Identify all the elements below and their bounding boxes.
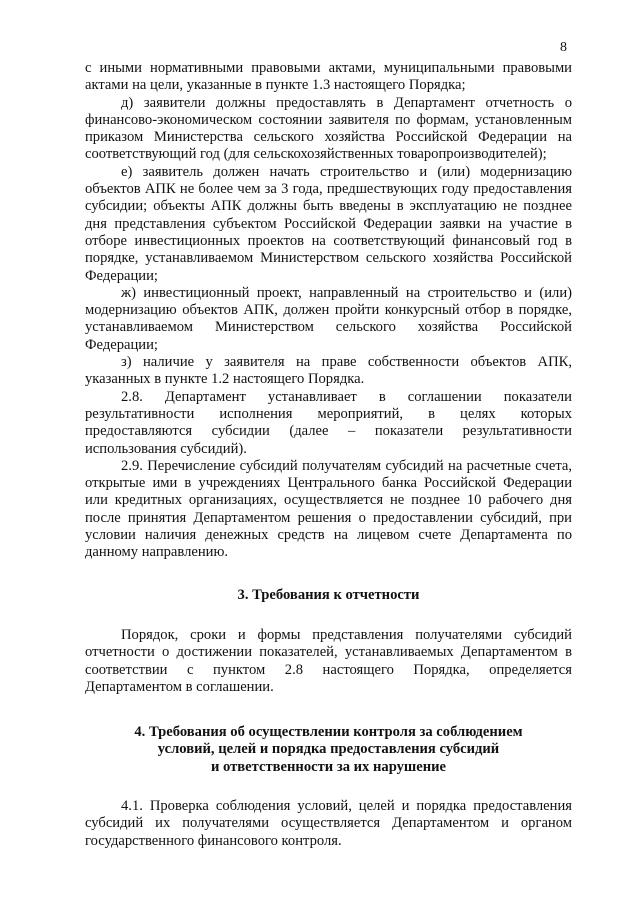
paragraph-continuation: с иными нормативными правовыми актами, муниципальными правовыми актами на цели, указанные в пункте 1.3 настоящего Порядка;: [85, 60, 572, 94]
section-4-heading-line: 4. Требования об осуществлении контроля за соблюдением: [134, 724, 523, 741]
paragraph-item-z: з) наличие у заявителя на праве собственности объектов АПК, указанных в пункте 1.2 настоящего Порядка.: [85, 354, 572, 388]
section-3-heading: 3. Требования к отчетности: [237, 586, 420, 603]
paragraph-item-e: е) заявитель должен начать строительство и (или) модернизацию объектов АПК не более чем за 3 года, предшествующих году предоставления субсидии; объекты АПК должны быть введены в эксплуатацию не позднее дня представления субъектом Российской Федерации заявки на участие в отборе инвестиционных проектов на соответствующий финансовый год в порядке, устанавливаемом Министерством сельского хозяйства Российской Федерации;: [85, 163, 572, 284]
section-4-heading: [85, 724, 572, 776]
section-3-text: Порядок, сроки и формы представления получателями субсидий отчетности о достижении показателей, устанавливаемых Департаментом в соответствии с пунктом 2.8 настоящего Порядка, определяется Департаментом в соглашении.: [85, 626, 572, 695]
paragraph-4-1: 4.1. Проверка соблюдения условий, целей и порядка предоставления субсидий их получателями осуществляется Департаментом и органом государственного финансового контроля.: [85, 797, 572, 849]
paragraph-item-zh: ж) инвестиционный проект, направленный на строительство и (или) модернизацию объектов АПК, должен пройти конкурсный отбор в порядке, устанавливаемом Министерством сельского хозяйства Российской Федерации;: [85, 284, 572, 353]
paragraph-item-d: д) заявители должны предоставлять в Департамент отчетность о финансово-экономическом состоянии заявителя по формам, установленным приказом Министерства сельского хозяйства Российской Федерации на соответствующий год (для сельскохозяйственных товаропроизводителей);: [85, 94, 572, 163]
page-number: 8: [560, 40, 567, 55]
document-body: [85, 60, 572, 850]
paragraph-2-9: 2.9. Перечисление субсидий получателям субсидий на расчетные счета, открытые ими в учреждениях Центрального банка Российской Федерации или кредитных организациях, осуществляется не позднее 10 рабочего дня после принятия Департаментом решения о предоставлении субсидий, при условии наличия денежных средств на лицевом счете Департамента по данному направлению.: [85, 457, 572, 561]
section-4-heading-line: и ответственности за их нарушение: [210, 758, 447, 775]
section-4-heading-line: условий, целей и порядка предоставления субсидий: [157, 741, 500, 758]
paragraph-2-8: 2.8. Департамент устанавливает в соглашении показатели результативности исполнения мероприятий, в целях которых предоставляются субсидии (далее – показатели результативности использования субсидий).: [85, 388, 572, 457]
